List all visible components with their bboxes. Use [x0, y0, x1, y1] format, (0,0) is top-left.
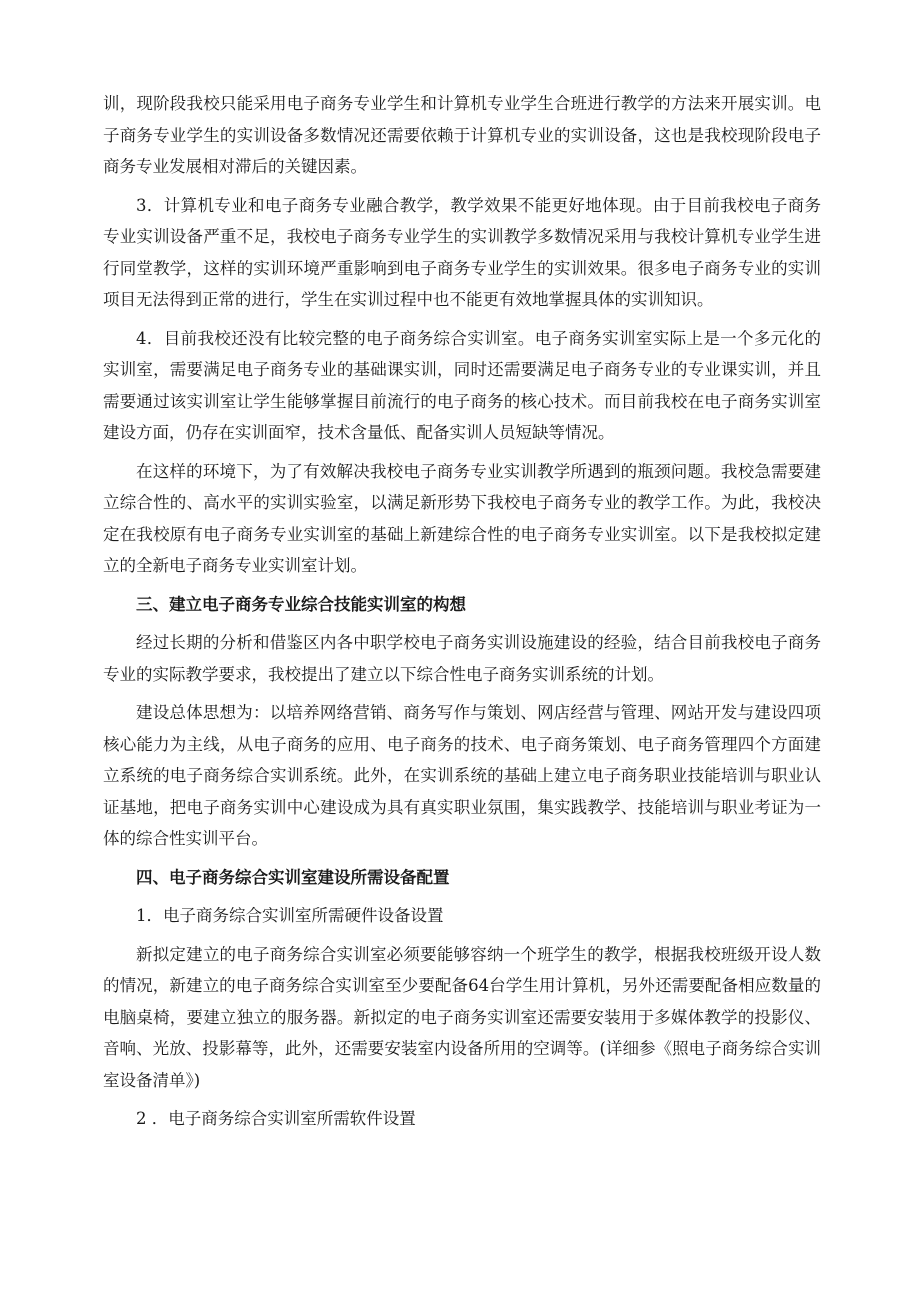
paragraph-point-3: 3．计算机专业和电子商务专业融合教学，教学效果不能更好地体现。由于目前我校电子商务专业实训设备严重不足，我校电子商务专业学生的实训教学多数情况采用与我校计算机专业学生进行同堂教学，这样的实训环境严重影响到电子商务专业学生的实训效果。很多电子商务专业的实训项目无法得到正常的进行，学生在实训过程中也不能更有效地掌握具体的实训知识。 [103, 195, 821, 309]
paragraph-point-4: 4．目前我校还没有比较完整的电子商务综合实训室。电子商务实训室实际上是一个多元化的实训室，需要满足电子商务专业的基础课实训，同时还需要满足电子商务专业的专业课实训，并且需要通过该实训室让学生能够掌握目前流行的电子商务的核心技术。而目前我校在电子商务实训室建设方面，仍存在实训面窄，技术含量低、配备实训人员短缺等情况。 [103, 328, 821, 442]
subheading-hardware: 1．电子商务综合实训室所需硬件设备设置 [136, 906, 444, 925]
section-heading-4: 四、电子商务综合实训室建设所需设备配置 [136, 867, 450, 887]
document-page [103, 88, 821, 1142]
paragraph-training-status: 训，现阶段我校只能采用电子商务专业学生和计算机专业学生合班进行教学的方法来开展实训。电子商务专业学生的实训设备多数情况还需要依赖于计算机专业的实训设备，这也是我校现阶段电子商务专业发展相对滞后的关键因素。 [103, 94, 821, 176]
paragraph-analysis: 经过长期的分析和借鉴区内各中职学校电子商务实训设施建设的经验，结合目前我校电子商务专业的实际教学要求，我校提出了建立以下综合性电子商务实训系统的计划。 [103, 633, 821, 684]
section-heading-3: 三、建立电子商务专业综合技能实训室的构想 [136, 594, 466, 614]
subheading-software: 2 ．电子商务综合实训室所需软件设置 [136, 1109, 416, 1128]
paragraph-hardware: 新拟定建立的电子商务综合实训室必须要能够容纳一个班学生的教学，根据我校班级开设人数的情况，新建立的电子商务综合实训室至少要配备64台学生用计算机，另外还需要配备相应数量的电脑桌椅，要建立独立的服务器。新拟定的电子商务实训室还需要安装用于多媒体教学的投影仪、音响、光放、投影幕等，此外，还需要安装室内设备所用的空调等。(详细参《照电子商务综合实训室设备清单》) [103, 944, 821, 1090]
paragraph-environment: 在这样的环境下，为了有效解决我校电子商务专业实训教学所遇到的瓶颈问题。我校急需要建立综合性的、高水平的实训实验室，以满足新形势下我校电子商务专业的教学工作。为此，我校决定在我校原有电子商务专业实训室的基础上新建综合性的电子商务专业实训室。以下是我校拟定建立的全新电子商务专业实训室计划。 [103, 461, 821, 575]
paragraph-overall-idea: 建设总体思想为：以培养网络营销、商务写作与策划、网店经营与管理、网站开发与建设四项核心能力为主线，从电子商务的应用、电子商务的技术、电子商务策划、电子商务管理四个方面建立系统的电子商务综合实训系统。此外，在实训系统的基础上建立电子商务职业技能培训与职业认证基地，把电子商务实训中心建设成为具有真实职业氛围，集实践教学、技能培训与职业考证为一体的综合性实训平台。 [103, 703, 821, 848]
